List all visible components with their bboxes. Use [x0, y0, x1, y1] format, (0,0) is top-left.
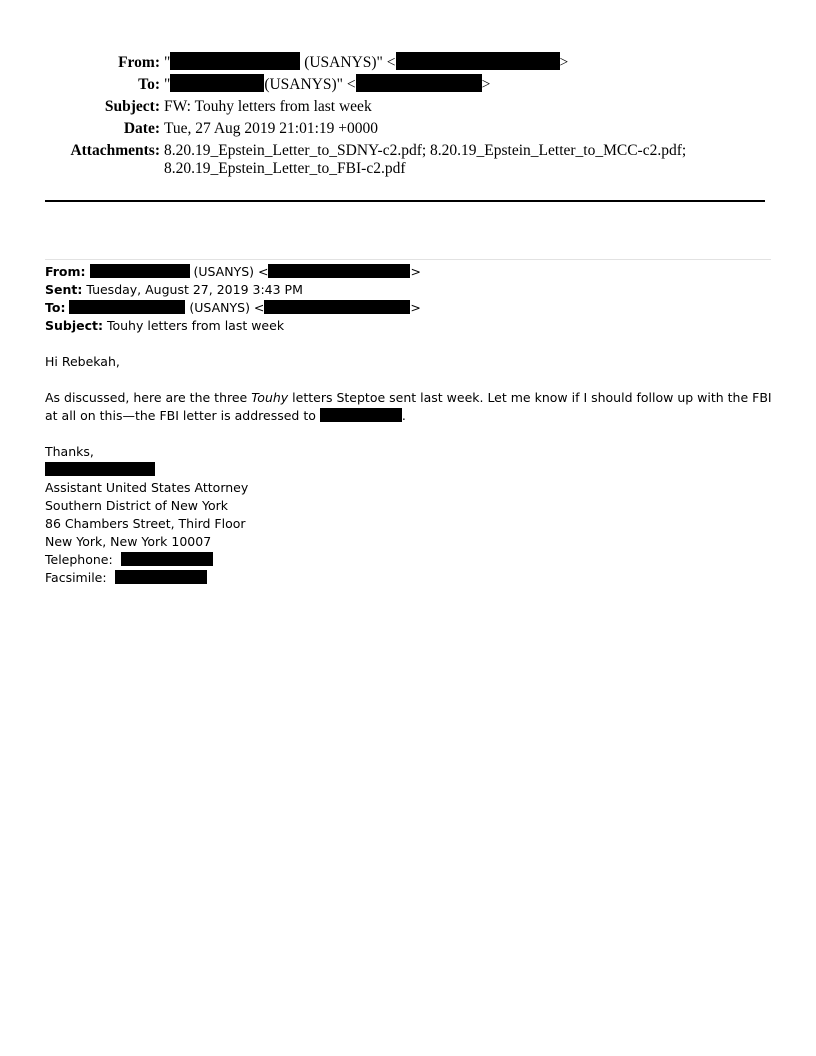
redaction-box	[69, 300, 185, 314]
header-to-row	[0, 74, 816, 96]
fwd-subject-value: Touhy letters from last week	[103, 318, 285, 333]
fwd-sent-row	[45, 281, 775, 299]
header-date-row	[0, 118, 816, 140]
header-divider	[45, 200, 765, 202]
redaction-box	[121, 552, 213, 566]
redaction-box	[115, 570, 207, 584]
forward-divider	[45, 259, 771, 260]
touhy-emphasis: Touhy	[251, 390, 289, 405]
header-subject-row	[0, 96, 816, 118]
header-date-label: Date:	[123, 120, 160, 137]
forwarded-message	[45, 263, 775, 587]
facsimile-label: Facsimile:	[45, 570, 107, 585]
fwd-sent-value: Tuesday, August 27, 2019 3:43 PM	[82, 282, 303, 297]
attachment-list-line[interactable]: 8.20.19_Epstein_Letter_to_FBI-c2.pdf	[164, 160, 406, 177]
redaction-box	[356, 74, 482, 92]
redaction-box	[45, 462, 155, 476]
fwd-from-org: (USANYS) <	[189, 264, 269, 279]
signature-facsimile-row	[45, 569, 775, 587]
redaction-box	[170, 74, 264, 92]
signature-office: Southern District of New York	[45, 498, 228, 513]
fwd-from-row	[45, 263, 775, 281]
header-to-quote: "	[164, 76, 171, 93]
redaction-box	[268, 264, 410, 278]
fwd-to-label: To:	[45, 300, 66, 315]
signature-block	[45, 461, 775, 587]
header-to-label: To:	[138, 76, 160, 93]
fwd-to-org: (USANYS) <	[185, 300, 265, 315]
fwd-subject-row	[45, 317, 775, 335]
email-header	[0, 52, 816, 178]
redaction-box	[320, 408, 402, 422]
signature-street: 86 Chambers Street, Third Floor	[45, 516, 246, 531]
signature-title: Assistant United States Attorney	[45, 480, 249, 495]
header-from-label: From:	[118, 54, 160, 71]
body-paragraph: As discussed, here are the three Touhy letters Steptoe sent last week. Let me know if I should follow up with the FBI at all on this—the FBI letter is addressed to .	[45, 390, 772, 423]
header-to-org: (USANYS)" <	[264, 76, 356, 93]
signature-telephone-row	[45, 551, 775, 569]
sign-off: Thanks,	[45, 444, 94, 459]
fwd-from-label: From:	[45, 264, 86, 279]
header-attachments-row	[0, 140, 816, 178]
greeting: Hi Rebekah,	[45, 354, 120, 369]
header-subject-label: Subject:	[104, 98, 160, 115]
fwd-to-row	[45, 299, 775, 317]
redaction-box	[264, 300, 410, 314]
redaction-box	[396, 52, 560, 70]
header-from-org: (USANYS)" <	[300, 54, 396, 71]
fwd-sent-label: Sent:	[45, 282, 83, 297]
signature-city: New York, New York 10007	[45, 534, 212, 549]
header-from-row	[0, 52, 816, 74]
redaction-box	[170, 52, 300, 70]
header-from-quote: "	[164, 54, 171, 71]
header-from-suffix: >	[559, 54, 569, 71]
attachment-list-line[interactable]: 8.20.19_Epstein_Letter_to_SDNY-c2.pdf; 8.20.19_Epstein_Letter_to_MCC-c2.pdf;	[164, 142, 687, 159]
header-subject-value: FW: Touhy letters from last week	[164, 98, 372, 115]
fwd-to-suffix: >	[410, 300, 421, 315]
header-attachments-label: Attachments:	[70, 142, 160, 159]
redaction-box	[90, 264, 190, 278]
fwd-from-suffix: >	[410, 264, 421, 279]
header-to-suffix: >	[481, 76, 491, 93]
header-date-value: Tue, 27 Aug 2019 21:01:19 +0000	[164, 120, 378, 137]
fwd-subject-label: Subject:	[45, 318, 103, 333]
telephone-label: Telephone:	[45, 552, 113, 567]
